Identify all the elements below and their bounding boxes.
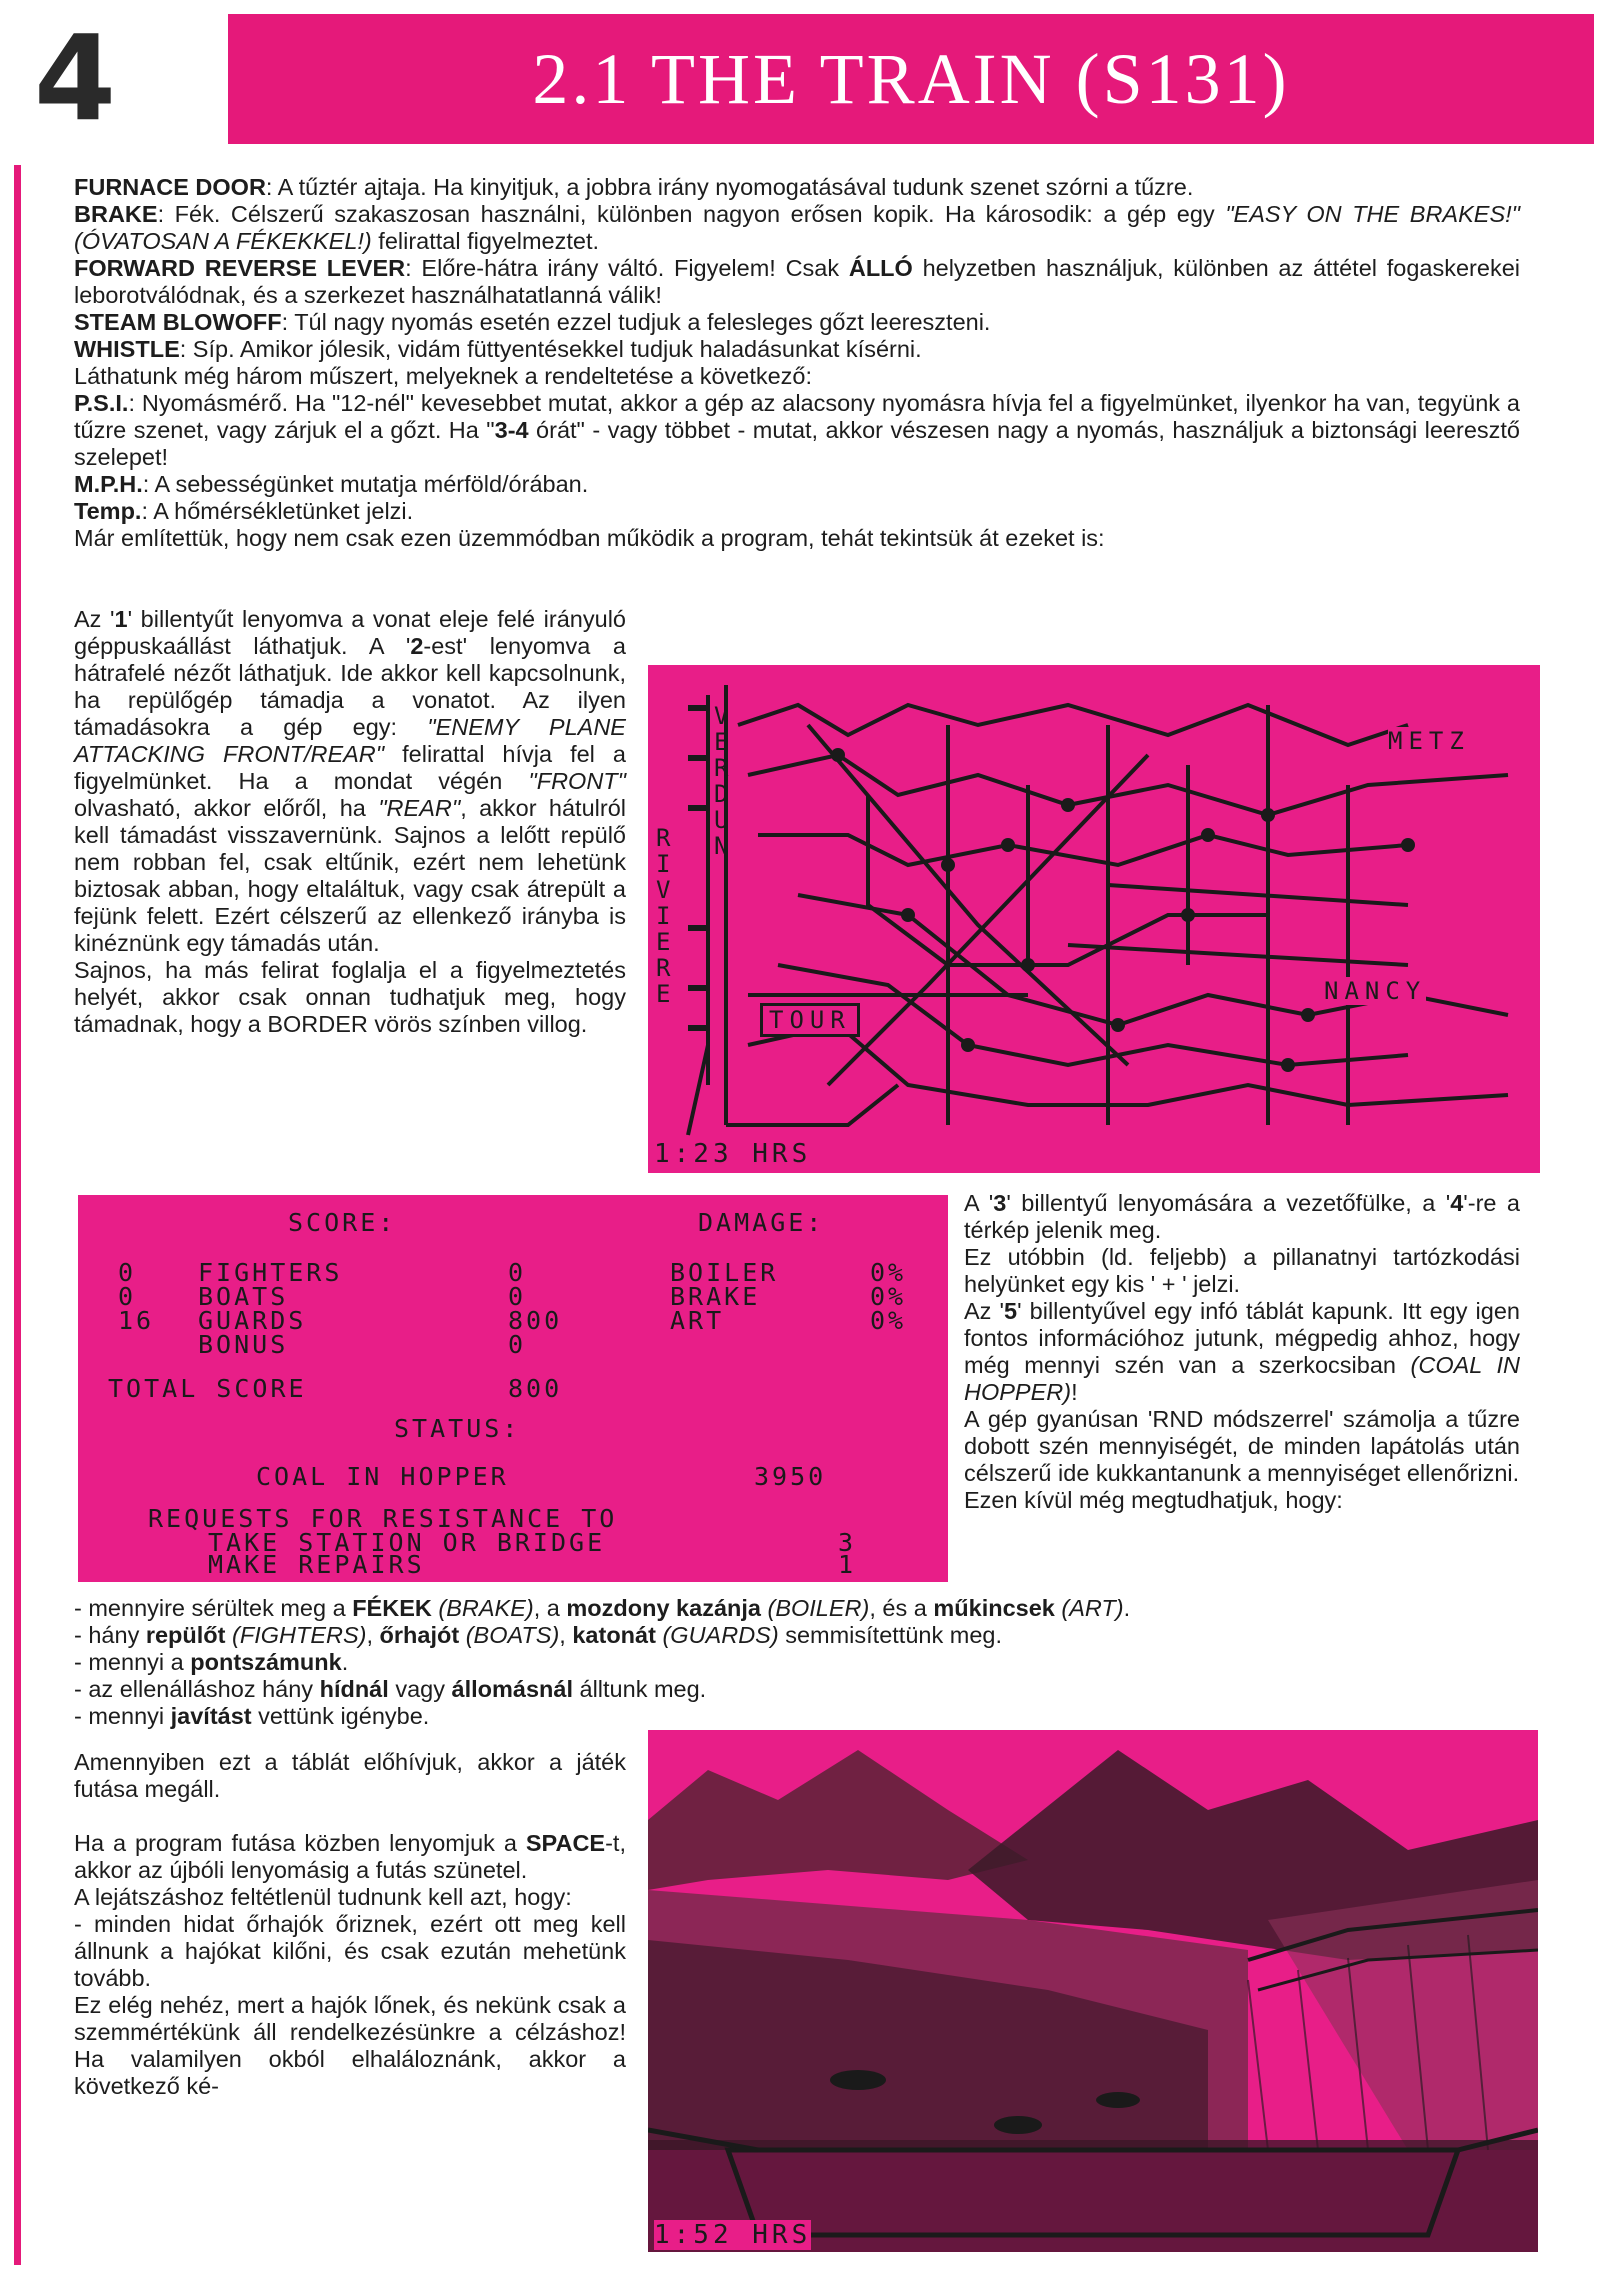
score-points: 0 [508,1330,527,1359]
score-row [118,1306,618,1335]
coal-value: 3950 [754,1462,827,1491]
bridges-para: - minden hidat őrhajók őriznek, ezért ott meg kell állnunk a hajókat kilőni, és csak ezután mehetünk tovább. [74,1911,626,1991]
mph-para: M.P.H.: A sebességünket mutatja mérföld/órában. [74,471,589,497]
take-value: 3 [838,1528,857,1557]
right-column [964,1190,1520,1514]
damage-name: BRAKE [670,1282,761,1311]
map-label-riviere: RIVIERE [656,824,671,1008]
need-para: A lejátszáshoz feltétlenül tudnunk kell azt, hogy: [74,1884,572,1910]
top-section [74,174,1520,552]
bridge-scene-image [648,1730,1538,2252]
left-accent-rule [14,165,21,2265]
score-name: GUARDS [198,1306,307,1335]
damage-percent: 0% [870,1282,907,1311]
score-screenshot [78,1195,948,1582]
coal-label: COAL IN HOPPER [256,1462,509,1491]
bullet-item: - hány repülőt (FIGHTERS), őrhajót (BOATS), katonát (GUARDS) semmisítettünk meg. [74,1622,1002,1648]
gauges-intro: Láthatunk még három műszert, melyeknek a rendeltetése a következő: [74,363,813,389]
map-label-metz: METZ [1388,727,1470,755]
map-screenshot [648,665,1540,1173]
score-title: SCORE: [288,1208,397,1237]
hard-para: Ez elég nehéz, mert a hajók lőnek, és nekünk csak a szemmértékünk áll rendelkezésünkre a célzáshoz! Ha valamilyen okból elhaláloznánk, akkor a következő ké- [74,1992,626,2099]
score-row [118,1330,618,1359]
info-bullet-list [74,1595,1520,1730]
map-time: 1:23 HRS [654,1139,812,1169]
score-points: 0 [508,1258,527,1287]
space-para: Ha a program futása közben lenyomjuk a SPACE-t, akkor az újbóli lenyomásig a futás szünetel. [74,1830,626,1883]
modes-para: Már említettük, hogy nem csak ezen üzemmódban működik a program, tehát tekintsük át ezeket is: [74,525,1105,551]
scene-time: 1:52 HRS [654,2220,812,2250]
brake-para: BRAKE: Fék. Célszerű szakaszosan használni, különben nagyon erősen kopik. Ha károsodik: a gép egy "EASY ON THE BRAKES!" (ÓVATOSAN A FÉKEKKEL!) felirattal figyelmeztet. [74,201,1520,254]
score-qty: 0 [118,1282,137,1311]
temp-para: Temp.: A hőmérsékletünket jelzi. [74,498,414,524]
keys-1-2-para: Az '1' billentyűt lenyomva a vonat eleje felé irányuló géppuskaállást láthatjuk. A '2-est' lenyomva a hátrafelé nézőt láthatjuk. Ide akkor kell kapcsolnunk, ha repülőgép támadja a vonatot. Az ilyen támadásokra a gép egy: "ENEMY PLANE ATTACKING FRONT/REAR" felirattal hívja fel a figyelmünket. Ha a mondat végén "FRONT" olvasható, akkor előről, ha "REAR", akkor hátulról kell támadást visszavernünk. Sajnos a lelőtt repülő nem robban fel, csak eltűnik, ezért nem lehetünk biztosak abban, hogy eltaláltuk, vagy csak átrepült a fejünk felett. Ezért célszerű az ellenkező irányba is kinéznünk egy támadás után. [74,606,626,956]
blank-line [74,1803,626,1830]
damage-title: DAMAGE: [698,1208,825,1237]
border-para: Sajnos, ha más felirat foglalja el a figyelmeztetés helyét, akkor csak onnan tudhatjuk meg, hogy támadnak, hogy a BORDER vörös színben villog. [74,957,626,1037]
steam-para: STEAM BLOWOFF: Túl nagy nyomás esetén ezzel tudjuk a felesleges gőzt leereszteni. [74,309,991,335]
score-qty: 0 [118,1258,137,1287]
bottom-left-column [74,1749,626,2100]
map-label-verdun: VERDUN [714,702,729,860]
whistle-para: WHISTLE: Síp. Amikor jólesik, vidám füttyentésekkel tudjuk haladásunkat kísérni. [74,336,922,362]
score-row [118,1258,618,1287]
damage-percent: 0% [870,1306,907,1335]
take-label: TAKE STATION OR BRIDGE [208,1528,606,1557]
score-points: 800 [508,1306,563,1335]
total-score-label: TOTAL SCORE [108,1374,307,1403]
bridge-scene-screenshot [648,1730,1538,2252]
map-label-tour: TOUR [760,1003,860,1037]
lever-para: FORWARD REVERSE LEVER: Előre-hátra irány váltó. Figyelem! Csak ÁLLÓ helyzetben használjuk, különben az áttétel fogaskerekei leborotválódnak, és a szerkezet használhatatlanná válik! [74,255,1520,308]
furnace-para: FURNACE DOOR: A tűztér ajtaja. Ha kinyitjuk, a jobbra irány nyomogatásával tudunk szenet szórni a tűzre. [74,174,1194,200]
repairs-label: MAKE REPAIRS [208,1550,425,1579]
keys-3-4-para: A '3' billentyű lenyomására a vezetőfülke, a '4'-re a térkép jelenik meg. [964,1190,1520,1243]
score-points: 0 [508,1282,527,1311]
also-para: Ezen kívül még megtudhatjuk, hogy: [964,1487,1343,1513]
score-table [118,1258,618,1359]
bullet-item: - az ellenálláshoz hány hídnál vagy állomásnál álltunk meg. [74,1676,707,1702]
damage-percent: 0% [870,1258,907,1287]
bullet-item: - mennyire sérültek meg a FÉKEK (BRAKE), a mozdony kazánja (BOILER), és a műkincsek (ART). [74,1595,1131,1621]
total-score-value: 800 [508,1374,563,1403]
map-label-nancy: NANCY [1324,977,1427,1005]
damage-row [670,1306,930,1335]
score-name: FIGHTERS [198,1258,343,1287]
damage-table [670,1258,930,1335]
score-name: BONUS [198,1330,289,1359]
repairs-value: 1 [838,1550,857,1579]
page-title: 2.1 THE TRAIN (S131) [532,39,1290,119]
key-5-para: Az '5' billentyűvel egy infó táblát kapunk. Itt egy igen fontos információhoz jutunk, mégpedig ahhoz, hogy még mennyi szén van a szerkocsiban (COAL IN HOPPER)! [964,1298,1520,1405]
left-column [74,606,626,1038]
damage-name: ART [670,1306,725,1335]
position-para: Ez utóbbin (ld. feljebb) a pillanatnyi tartózkodási helyünket egy kis ' + ' jelzi. [964,1244,1520,1297]
score-qty: 16 [118,1306,155,1335]
bullet-item: - mennyi javítást vettünk igénybe. [74,1703,430,1729]
rnd-para: A gép gyanúsan 'RND módszerrel' számolja a tűzre dobott szén mennyiségét, de minden lapátolás után célszerű ide kukkantanunk a mennyiséget ellenőrizni. [964,1406,1520,1486]
pause-para: Amennyiben ezt a táblát előhívjuk, akkor a játék futása megáll. [74,1749,626,1802]
page-number: 4 [34,9,117,147]
requests-title: REQUESTS FOR RESISTANCE TO [148,1504,618,1533]
status-title: STATUS: [394,1414,521,1443]
damage-name: BOILER [670,1258,779,1287]
score-name: BOATS [198,1282,289,1311]
psi-para: P.S.I.: Nyomásmérő. Ha "12-nél" kevesebbet mutat, akkor a gép az alacsony nyomásra hívja fel a figyelmünket, ilyenkor ha van, tegyünk a tűzre szenet, vagy zárjuk el a gőzt. Ha "3-4 órát" - vagy többet - mutat, akkor vészesen nagy a nyomás, használjuk a biztonsági leeresztő szelepet! [74,390,1520,470]
title-banner [228,14,1594,144]
bullet-item: - mennyi a pontszámunk. [74,1649,349,1675]
